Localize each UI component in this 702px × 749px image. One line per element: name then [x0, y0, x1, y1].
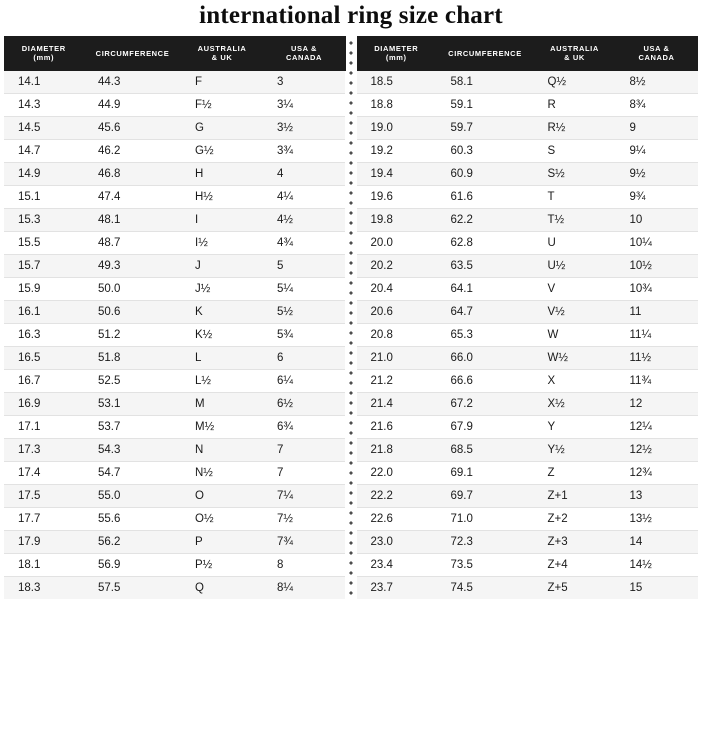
cell-usa-canada: 10: [616, 208, 698, 231]
table-row: [4, 369, 345, 392]
cell-australia-uk: I: [181, 208, 263, 231]
cell-usa-canada: 10¼: [616, 231, 698, 254]
column-header-australia-uk: [534, 36, 616, 71]
table-row: [4, 277, 345, 300]
table-row: [4, 71, 345, 94]
cell-circumference: 49.3: [84, 254, 181, 277]
cell-australia-uk: F: [181, 71, 263, 94]
left-size-table: [4, 36, 346, 599]
left-table-body: [4, 71, 345, 599]
cell-usa-canada: 4: [263, 162, 345, 185]
cell-australia-uk: L½: [181, 369, 263, 392]
cell-usa-canada: 12: [616, 392, 698, 415]
cell-usa-canada: 7¼: [263, 484, 345, 507]
cell-diameter: 16.9: [4, 392, 84, 415]
cell-usa-canada: 8¼: [263, 576, 345, 599]
cell-circumference: 74.5: [437, 576, 534, 599]
cell-circumference: 69.7: [437, 484, 534, 507]
column-header-diameter-line2: (mm): [33, 53, 55, 63]
header-row: [4, 36, 345, 71]
column-header-diameter: [357, 36, 437, 71]
cell-diameter: 16.1: [4, 300, 84, 323]
table-row: [4, 576, 345, 599]
cell-australia-uk: R: [534, 93, 616, 116]
column-header-diameter-line1: DIAMETER: [374, 44, 419, 53]
cell-australia-uk: H½: [181, 185, 263, 208]
cell-diameter: 18.1: [4, 553, 84, 576]
cell-usa-canada: 7¾: [263, 530, 345, 553]
cell-diameter: 17.3: [4, 438, 84, 461]
cell-circumference: 65.3: [437, 323, 534, 346]
table-row: [357, 576, 698, 599]
cell-diameter: 21.4: [357, 392, 437, 415]
cell-circumference: 51.2: [84, 323, 181, 346]
cell-circumference: 67.9: [437, 415, 534, 438]
cell-australia-uk: O: [181, 484, 263, 507]
cell-usa-canada: 10¾: [616, 277, 698, 300]
table-row: [357, 139, 698, 162]
cell-usa-canada: 13½: [616, 507, 698, 530]
cell-usa-canada: 6¼: [263, 369, 345, 392]
cell-australia-uk: P: [181, 530, 263, 553]
column-header-circumference: [437, 36, 534, 71]
right-table-body: [357, 71, 698, 599]
cell-usa-canada: 4½: [263, 208, 345, 231]
table-row: [4, 116, 345, 139]
column-header-diameter-line1: DIAMETER: [21, 44, 66, 53]
table-row: [4, 507, 345, 530]
cell-diameter: 15.9: [4, 277, 84, 300]
cell-australia-uk: Y: [534, 415, 616, 438]
cell-diameter: 16.7: [4, 369, 84, 392]
cell-usa-canada: 12¾: [616, 461, 698, 484]
cell-circumference: 59.7: [437, 116, 534, 139]
right-size-table: [357, 36, 699, 599]
cell-circumference: 53.1: [84, 392, 181, 415]
cell-diameter: 15.7: [4, 254, 84, 277]
cell-circumference: 73.5: [437, 553, 534, 576]
cell-circumference: 55.0: [84, 484, 181, 507]
header-row: [357, 36, 698, 71]
cell-australia-uk: G: [181, 116, 263, 139]
column-header-australia-uk-line2: & UK: [564, 53, 585, 63]
cell-circumference: 63.5: [437, 254, 534, 277]
cell-australia-uk: Z+4: [534, 553, 616, 576]
cell-usa-canada: 4¾: [263, 231, 345, 254]
cell-australia-uk: P½: [181, 553, 263, 576]
cell-usa-canada: 8½: [616, 71, 698, 94]
cell-usa-canada: 9¾: [616, 185, 698, 208]
column-header-circumference-line1: CIRCUMFERENCE: [448, 48, 522, 58]
cell-australia-uk: Y½: [534, 438, 616, 461]
table-row: [357, 185, 698, 208]
cell-diameter: 17.7: [4, 507, 84, 530]
cell-circumference: 71.0: [437, 507, 534, 530]
cell-diameter: 19.2: [357, 139, 437, 162]
cell-australia-uk: Z: [534, 461, 616, 484]
cell-usa-canada: 12¼: [616, 415, 698, 438]
cell-circumference: 55.6: [84, 507, 181, 530]
table-row: [4, 530, 345, 553]
table-row: [357, 461, 698, 484]
cell-diameter: 23.0: [357, 530, 437, 553]
cell-circumference: 64.7: [437, 300, 534, 323]
cell-australia-uk: K½: [181, 323, 263, 346]
cell-usa-canada: 5¾: [263, 323, 345, 346]
cell-australia-uk: Z+3: [534, 530, 616, 553]
cell-australia-uk: H: [181, 162, 263, 185]
cell-australia-uk: M½: [181, 415, 263, 438]
cell-diameter: 18.3: [4, 576, 84, 599]
table-row: [357, 208, 698, 231]
table-row: [4, 438, 345, 461]
cell-usa-canada: 13: [616, 484, 698, 507]
cell-australia-uk: Z+5: [534, 576, 616, 599]
cell-circumference: 52.5: [84, 369, 181, 392]
cell-circumference: 53.7: [84, 415, 181, 438]
column-header-australia-uk-line1: AUSTRALIA: [197, 44, 247, 53]
table-row: [357, 346, 698, 369]
cell-diameter: 21.6: [357, 415, 437, 438]
table-row: [357, 415, 698, 438]
cell-circumference: 57.5: [84, 576, 181, 599]
cell-diameter: 22.6: [357, 507, 437, 530]
table-row: [357, 277, 698, 300]
column-header-usa-canada: [263, 36, 345, 71]
cell-diameter: 14.9: [4, 162, 84, 185]
column-header-diameter: [4, 36, 84, 71]
cell-australia-uk: V: [534, 277, 616, 300]
cell-diameter: 20.4: [357, 277, 437, 300]
cell-usa-canada: 10½: [616, 254, 698, 277]
cell-australia-uk: Q: [181, 576, 263, 599]
column-header-australia-uk-line1: AUSTRALIA: [550, 44, 599, 53]
cell-circumference: 44.9: [84, 93, 181, 116]
table-row: [4, 346, 345, 369]
cell-diameter: 21.8: [357, 438, 437, 461]
cell-diameter: 15.5: [4, 231, 84, 254]
cell-diameter: 20.0: [357, 231, 437, 254]
table-row: [357, 254, 698, 277]
column-header-usa-canada-line2: CANADA: [638, 53, 675, 63]
cell-diameter: 20.8: [357, 323, 437, 346]
cell-diameter: 19.6: [357, 185, 437, 208]
cell-circumference: 44.3: [84, 71, 181, 94]
cell-usa-canada: 14: [616, 530, 698, 553]
cell-circumference: 45.6: [84, 116, 181, 139]
cell-circumference: 60.3: [437, 139, 534, 162]
cell-australia-uk: X: [534, 369, 616, 392]
cell-circumference: 50.0: [84, 277, 181, 300]
cell-australia-uk: X½: [534, 392, 616, 415]
cell-diameter: 15.1: [4, 185, 84, 208]
cell-usa-canada: 5¼: [263, 277, 345, 300]
table-row: [357, 231, 698, 254]
cell-circumference: 47.4: [84, 185, 181, 208]
cell-australia-uk: M: [181, 392, 263, 415]
table-row: [357, 507, 698, 530]
cell-circumference: 54.7: [84, 461, 181, 484]
cell-usa-canada: 9½: [616, 162, 698, 185]
cell-diameter: 19.0: [357, 116, 437, 139]
cell-usa-canada: 6½: [263, 392, 345, 415]
table-row: [4, 185, 345, 208]
cell-diameter: 23.7: [357, 576, 437, 599]
table-row: [357, 484, 698, 507]
cell-australia-uk: U: [534, 231, 616, 254]
cell-diameter: 18.5: [357, 71, 437, 94]
table-row: [4, 139, 345, 162]
cell-diameter: 14.3: [4, 93, 84, 116]
cell-australia-uk: Z+2: [534, 507, 616, 530]
cell-circumference: 56.2: [84, 530, 181, 553]
cell-australia-uk: R½: [534, 116, 616, 139]
cell-diameter: 23.4: [357, 553, 437, 576]
cell-australia-uk: W: [534, 323, 616, 346]
table-row: [357, 369, 698, 392]
cell-diameter: 22.2: [357, 484, 437, 507]
right-table-header: [357, 36, 698, 71]
table-row: [4, 392, 345, 415]
cell-usa-canada: 12½: [616, 438, 698, 461]
cell-usa-canada: 4¼: [263, 185, 345, 208]
cell-usa-canada: 7: [263, 438, 345, 461]
cell-diameter: 21.2: [357, 369, 437, 392]
cell-diameter: 16.3: [4, 323, 84, 346]
cell-australia-uk: Z+1: [534, 484, 616, 507]
table-row: [4, 415, 345, 438]
cell-circumference: 56.9: [84, 553, 181, 576]
tables-container: [0, 36, 702, 599]
cell-diameter: 17.5: [4, 484, 84, 507]
cell-circumference: 64.1: [437, 277, 534, 300]
cell-diameter: 19.4: [357, 162, 437, 185]
cell-australia-uk: T: [534, 185, 616, 208]
table-row: [4, 461, 345, 484]
cell-australia-uk: S½: [534, 162, 616, 185]
table-row: [357, 93, 698, 116]
cell-usa-canada: 11¼: [616, 323, 698, 346]
cell-circumference: 48.7: [84, 231, 181, 254]
table-row: [4, 323, 345, 346]
cell-diameter: 17.4: [4, 461, 84, 484]
cell-usa-canada: 7½: [263, 507, 345, 530]
cell-circumference: 66.6: [437, 369, 534, 392]
cell-diameter: 19.8: [357, 208, 437, 231]
column-header-circumference-line1: CIRCUMFERENCE: [95, 48, 170, 58]
column-header-usa-canada-line1: USA &: [290, 44, 318, 53]
cell-circumference: 48.1: [84, 208, 181, 231]
cell-circumference: 69.1: [437, 461, 534, 484]
cell-usa-canada: 9: [616, 116, 698, 139]
cell-usa-canada: 8: [263, 553, 345, 576]
vertical-dotted-divider: [347, 38, 355, 599]
table-row: [357, 323, 698, 346]
cell-diameter: 14.1: [4, 71, 84, 94]
table-row: [357, 300, 698, 323]
column-header-diameter-line2: (mm): [385, 53, 407, 63]
cell-circumference: 60.9: [437, 162, 534, 185]
cell-usa-canada: 6: [263, 346, 345, 369]
column-header-australia-uk-line2: & UK: [211, 53, 233, 63]
cell-usa-canada: 9¼: [616, 139, 698, 162]
cell-diameter: 15.3: [4, 208, 84, 231]
column-header-usa-canada-line1: USA &: [643, 44, 670, 53]
table-row: [357, 116, 698, 139]
table-row: [4, 231, 345, 254]
ring-size-chart-page: [0, 2, 702, 749]
cell-diameter: 20.6: [357, 300, 437, 323]
cell-circumference: 58.1: [437, 71, 534, 94]
cell-circumference: 72.3: [437, 530, 534, 553]
cell-usa-canada: 11: [616, 300, 698, 323]
cell-australia-uk: S: [534, 139, 616, 162]
cell-usa-canada: 8¾: [616, 93, 698, 116]
cell-australia-uk: Q½: [534, 71, 616, 94]
cell-australia-uk: L: [181, 346, 263, 369]
cell-australia-uk: O½: [181, 507, 263, 530]
table-row: [357, 71, 698, 94]
cell-australia-uk: K: [181, 300, 263, 323]
table-row: [4, 93, 345, 116]
cell-australia-uk: W½: [534, 346, 616, 369]
cell-diameter: 17.1: [4, 415, 84, 438]
cell-circumference: 46.8: [84, 162, 181, 185]
cell-circumference: 68.5: [437, 438, 534, 461]
table-row: [357, 162, 698, 185]
cell-usa-canada: 3½: [263, 116, 345, 139]
cell-usa-canada: 14½: [616, 553, 698, 576]
cell-diameter: 21.0: [357, 346, 437, 369]
cell-circumference: 59.1: [437, 93, 534, 116]
cell-circumference: 66.0: [437, 346, 534, 369]
cell-diameter: 22.0: [357, 461, 437, 484]
cell-diameter: 14.7: [4, 139, 84, 162]
cell-usa-canada: 11¾: [616, 369, 698, 392]
cell-australia-uk: N½: [181, 461, 263, 484]
cell-usa-canada: 7: [263, 461, 345, 484]
cell-circumference: 62.2: [437, 208, 534, 231]
cell-australia-uk: U½: [534, 254, 616, 277]
table-row: [4, 208, 345, 231]
cell-diameter: 16.5: [4, 346, 84, 369]
cell-usa-canada: 3¼: [263, 93, 345, 116]
column-header-usa-canada: [616, 36, 698, 71]
cell-australia-uk: T½: [534, 208, 616, 231]
column-header-circumference: [84, 36, 181, 71]
table-row: [357, 438, 698, 461]
cell-circumference: 51.8: [84, 346, 181, 369]
cell-australia-uk: G½: [181, 139, 263, 162]
table-row: [4, 553, 345, 576]
cell-circumference: 46.2: [84, 139, 181, 162]
cell-australia-uk: V½: [534, 300, 616, 323]
cell-australia-uk: J: [181, 254, 263, 277]
cell-usa-canada: 6¾: [263, 415, 345, 438]
cell-diameter: 17.9: [4, 530, 84, 553]
cell-usa-canada: 3: [263, 71, 345, 94]
table-row: [4, 162, 345, 185]
cell-circumference: 50.6: [84, 300, 181, 323]
table-row: [4, 254, 345, 277]
column-header-usa-canada-line2: CANADA: [285, 53, 323, 63]
table-row: [357, 392, 698, 415]
cell-usa-canada: 3¾: [263, 139, 345, 162]
cell-australia-uk: N: [181, 438, 263, 461]
cell-australia-uk: I½: [181, 231, 263, 254]
cell-diameter: 18.8: [357, 93, 437, 116]
cell-australia-uk: J½: [181, 277, 263, 300]
cell-usa-canada: 5½: [263, 300, 345, 323]
cell-diameter: 20.2: [357, 254, 437, 277]
cell-circumference: 67.2: [437, 392, 534, 415]
column-header-australia-uk: [181, 36, 263, 71]
cell-australia-uk: F½: [181, 93, 263, 116]
cell-circumference: 61.6: [437, 185, 534, 208]
cell-usa-canada: 15: [616, 576, 698, 599]
cell-usa-canada: 5: [263, 254, 345, 277]
left-table-header: [4, 36, 345, 71]
cell-diameter: 14.5: [4, 116, 84, 139]
cell-circumference: 54.3: [84, 438, 181, 461]
table-row: [357, 530, 698, 553]
page-title: international ring size chart: [199, 2, 503, 29]
cell-usa-canada: 11½: [616, 346, 698, 369]
table-row: [357, 553, 698, 576]
table-row: [4, 300, 345, 323]
cell-circumference: 62.8: [437, 231, 534, 254]
table-row: [4, 484, 345, 507]
